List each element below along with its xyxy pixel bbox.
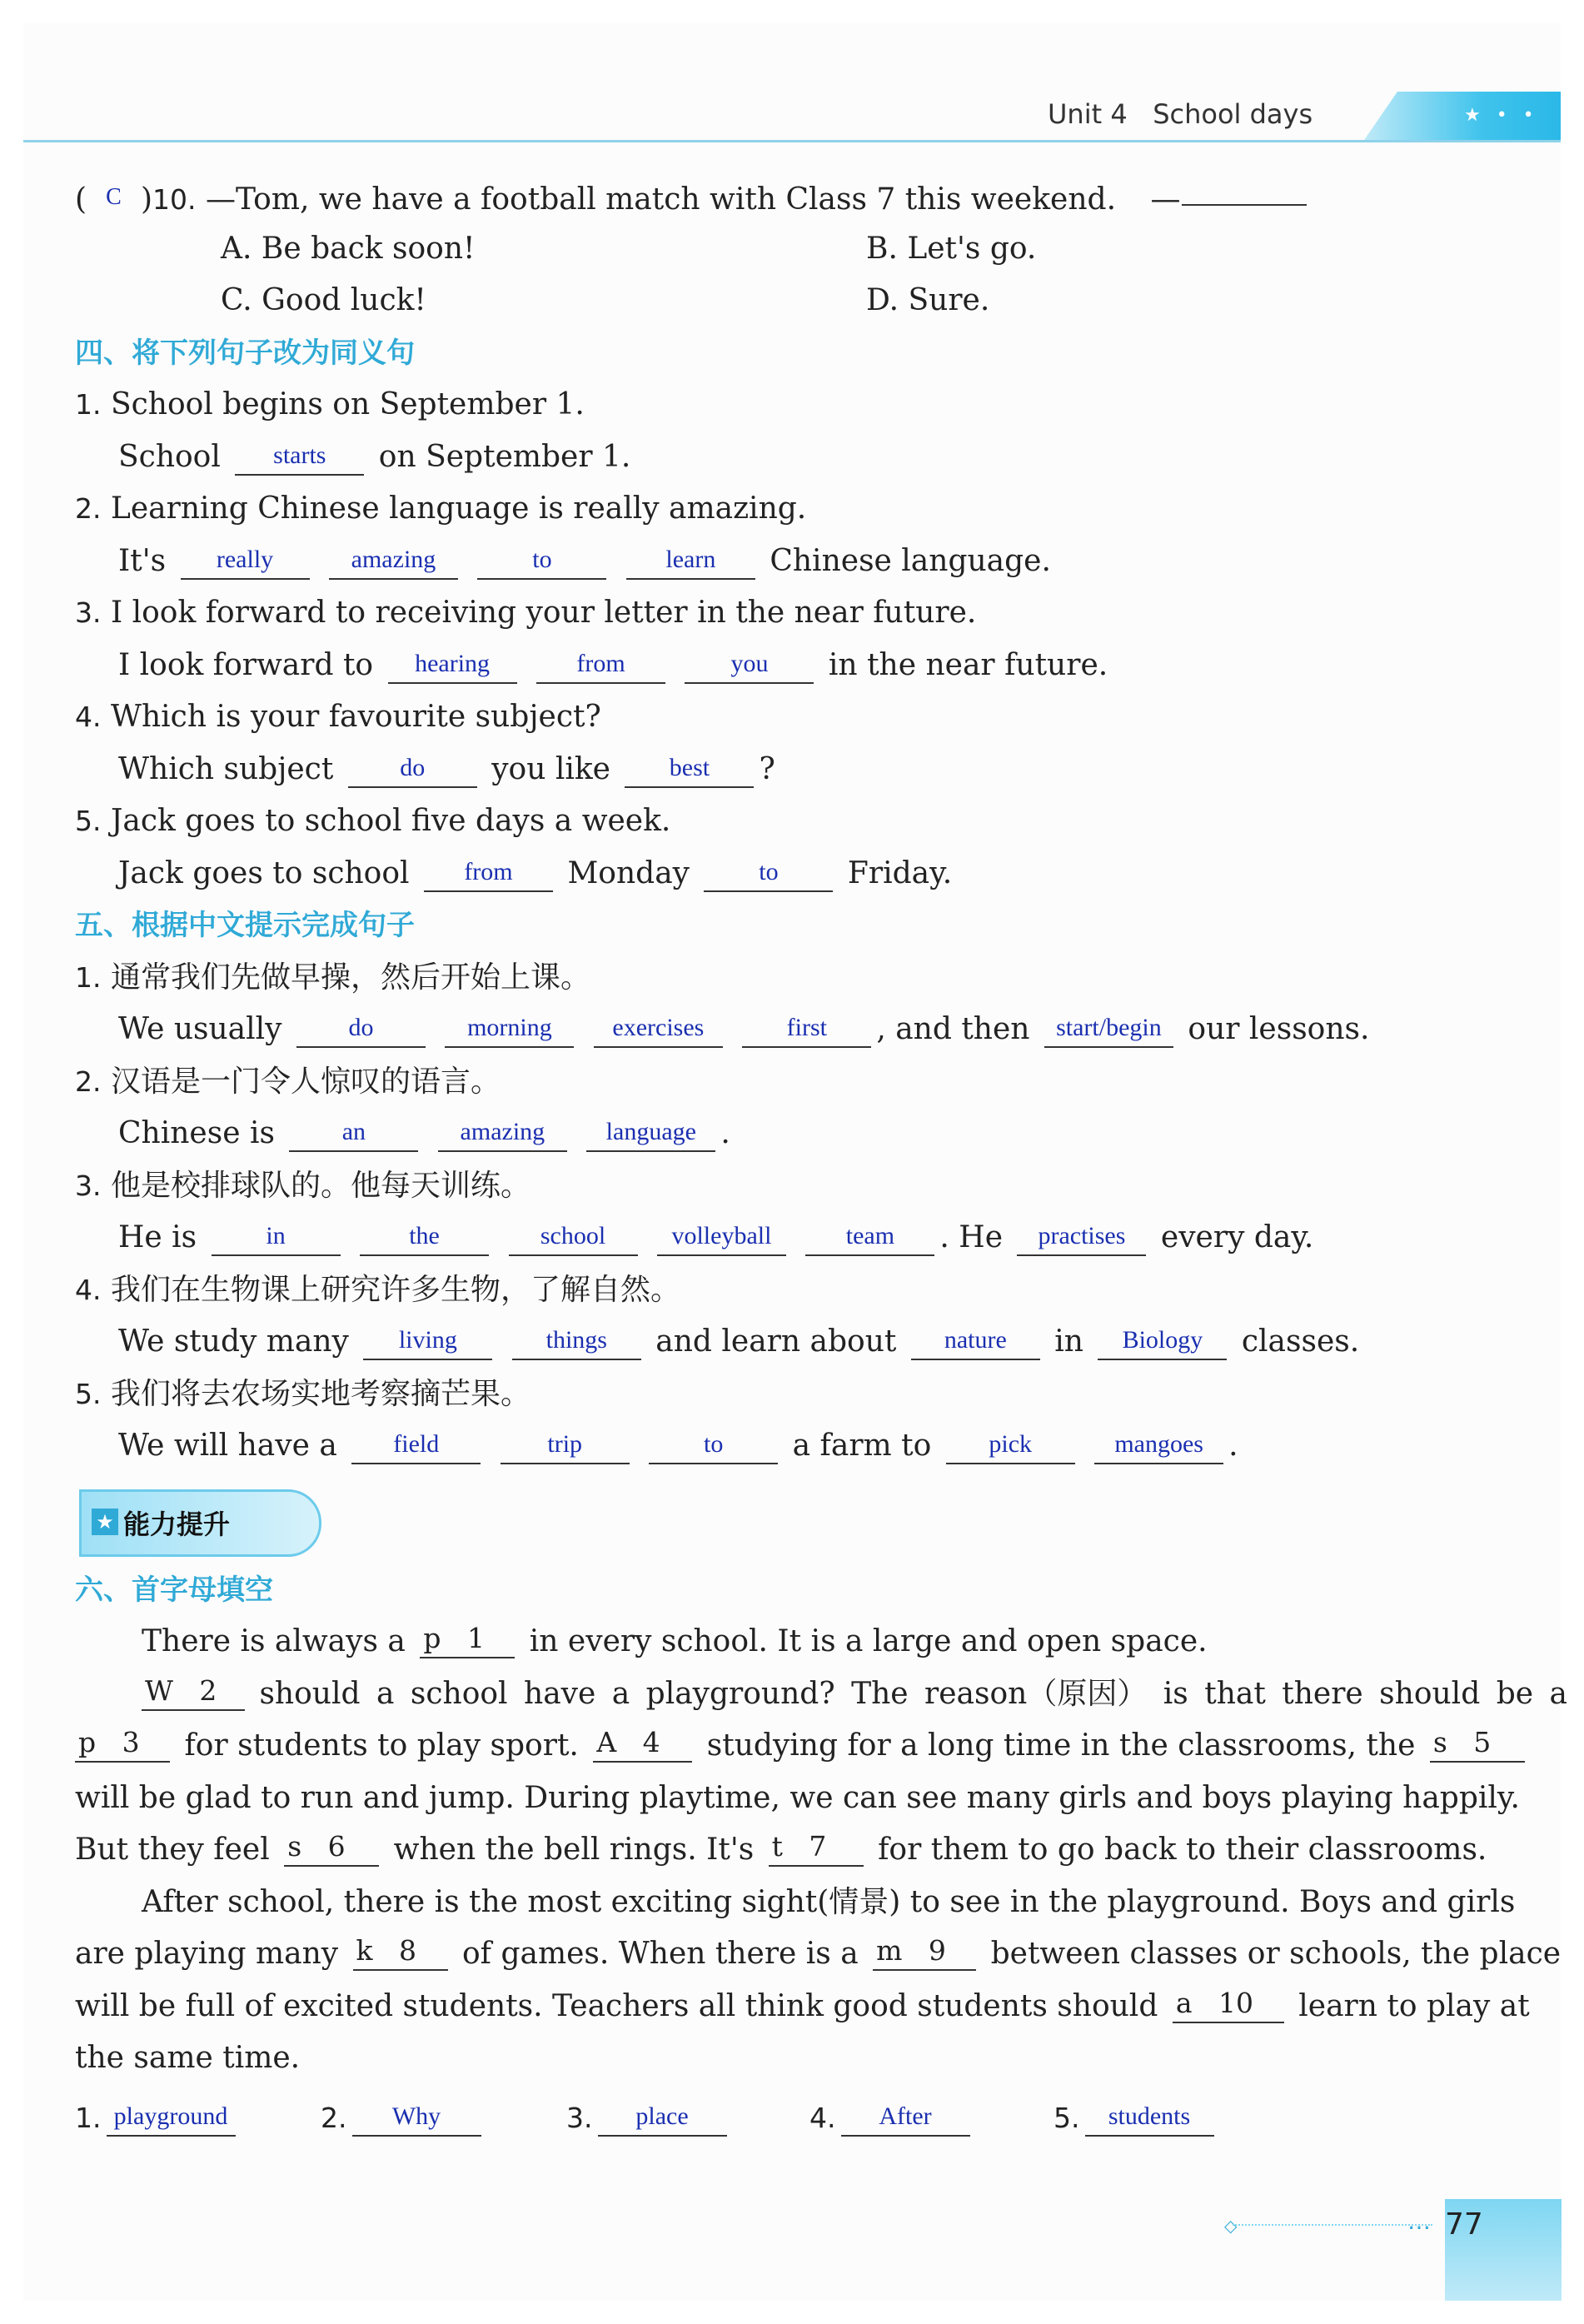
footer-dotted-line <box>1233 2224 1432 2227</box>
answer-blank[interactable]: language <box>586 1114 715 1152</box>
answer-blank[interactable]: start/begin <box>1044 1010 1173 1048</box>
s5-item-5-chinese: 5. 我们将去农场实地考察摘芒果。 <box>75 1376 530 1411</box>
badge-label: 能力提升 <box>123 1508 231 1540</box>
q10-blank[interactable] <box>1182 167 1307 206</box>
s5-item-4-english: We study many living things and learn about nature in Biology classes. <box>75 1316 1491 1369</box>
s5-item-3-chinese: 3. 他是校排球队的。他每天训练。 <box>75 1168 530 1203</box>
cloze-passage <box>75 1616 1567 2085</box>
answer-blank[interactable]: to <box>704 854 833 892</box>
cloze-blank[interactable]: k 8 <box>353 1933 448 1971</box>
passage-line: There is always a p 1 in every school. It is a large and open space. <box>142 1622 1208 1658</box>
passage-line: But they feel s 6 when the bell rings. It's t 7 for them to go back to their classrooms. <box>75 1830 1487 1867</box>
s5-item-4-chinese: 4. 我们在生物课上研究许多生物，了解自然。 <box>75 1272 680 1307</box>
ability-badge-row <box>75 1473 1491 1564</box>
answer-blank[interactable]: to <box>649 1426 778 1464</box>
s5-item-1-chinese: 1. 通常我们先做早操，然后开始上课。 <box>75 960 590 995</box>
passage-line: are playing many k 8 of games. When there is a m 9 between classes or schools, the place <box>75 1934 1562 1971</box>
cloze-answer-1: 1. playground <box>75 2085 241 2152</box>
question-10: ( C )10. —Tom, we have a football match with Class 7 this weekend. — <box>75 171 1491 223</box>
answer-blank[interactable]: you <box>685 646 814 684</box>
answer-blank[interactable]: do <box>348 750 477 788</box>
option-d: D. Sure. <box>866 283 990 317</box>
answer-blank[interactable]: morning <box>445 1010 574 1048</box>
answer-blank[interactable]: to <box>477 541 606 580</box>
section-5-title: 五、根据中文提示完成句子 <box>75 909 415 942</box>
answer-blank[interactable]: practises <box>1017 1218 1146 1256</box>
cloze-answer-2: 2. Why <box>321 2085 486 2152</box>
q10-answer: C <box>106 184 122 210</box>
page-number: 77 <box>1445 2207 1483 2242</box>
unit-title: Unit 4 School days <box>1048 98 1313 130</box>
answer-blank[interactable]: trip <box>501 1426 630 1464</box>
cloze-blank[interactable]: t 7 <box>769 1828 864 1867</box>
diamond-icon: ◇ <box>1224 2216 1238 2236</box>
cloze-answer-5: 5. students <box>1054 2085 1219 2152</box>
header-divider <box>23 140 1561 142</box>
s4-item-3-rewrite: I look forward to hearing from you in the near future. <box>75 640 1491 692</box>
answer-blank[interactable]: living <box>363 1322 492 1360</box>
answer-blank[interactable]: starts <box>235 437 364 476</box>
section-4-title: 四、将下列句子改为同义句 <box>75 336 415 370</box>
star-icon: ★ <box>92 1509 118 1535</box>
answer-blank[interactable]: mangoes <box>1094 1426 1223 1464</box>
cloze-blank[interactable]: A 4 <box>593 1724 692 1763</box>
page-header <box>23 92 1561 142</box>
passage-line: p 3 for students to play sport. A 4 studying for a long time in the classrooms, the s 5 <box>75 1720 1491 1773</box>
q10-question: —Tom, we have a football match with Class 7 this weekend. <box>205 182 1117 217</box>
s4-item-5-original: 5. Jack goes to school five days a week. <box>75 804 671 838</box>
option-c: C. Good luck! <box>221 283 426 317</box>
cloze-answer-3: 3. place <box>566 2085 732 2152</box>
answer-blank[interactable]: an <box>289 1114 418 1152</box>
answer-blank[interactable]: the <box>360 1218 489 1256</box>
answer-blank[interactable]: volleyball <box>657 1218 786 1256</box>
answer-blank[interactable]: from <box>424 854 553 892</box>
passage-line: W 2 should a school have a playground? The reason（原因） is that there should be a <box>75 1668 1491 1721</box>
s5-item-1-english: We usually do morning exercises first , and then start/begin our lessons. <box>75 1004 1491 1056</box>
ability-badge <box>79 1489 321 1557</box>
s4-item-5-rewrite: Jack goes to school from Monday to Friday. <box>75 848 1491 900</box>
cloze-answer-4: 4. After <box>809 2085 975 2152</box>
q10-options-row-2 <box>75 275 1491 327</box>
answer-blank[interactable]: hearing <box>388 646 517 684</box>
s4-item-2-rewrite: It's really amazing to learn Chinese language. <box>75 536 1491 588</box>
passage-line: the same time. <box>75 2041 301 2075</box>
section-6-title: 六、首字母填空 <box>75 1573 273 1607</box>
cloze-blank[interactable]: m 9 <box>873 1933 976 1971</box>
s4-item-3-original: 3. I look forward to receiving your letter in the near future. <box>75 596 977 630</box>
answer-blank[interactable]: from <box>536 646 665 684</box>
s5-item-2-english: Chinese is an amazing language . <box>75 1108 1491 1160</box>
cloze-blank[interactable]: a 10 <box>1173 1985 1284 2023</box>
option-b: B. Let's go. <box>866 231 1037 266</box>
cloze-blank[interactable]: W 2 <box>142 1673 245 1711</box>
cloze-answers <box>75 2085 1491 2152</box>
s4-item-4-original: 4. Which is your favourite subject? <box>75 700 601 734</box>
passage-line: will be glad to run and jump. During playtime, we can see many girls and boys playing happily. <box>75 1780 1520 1815</box>
passage-line: will be full of excited students. Teachers all think good students should a 10 learn to play at <box>75 1986 1530 2023</box>
answer-blank[interactable]: in <box>212 1218 341 1256</box>
answer-blank[interactable]: school <box>509 1218 638 1256</box>
footer-ellipsis: … <box>1407 2207 1431 2235</box>
answer-blank[interactable]: really <box>181 541 310 580</box>
star-dots-icon: ★ • • <box>1464 105 1539 126</box>
cloze-blank[interactable]: p 1 <box>420 1620 515 1658</box>
answer-blank[interactable]: team <box>805 1218 934 1256</box>
s5-item-2-chinese: 2. 汉语是一门令人惊叹的语言。 <box>75 1064 501 1099</box>
answer-blank[interactable]: things <box>512 1322 641 1360</box>
cloze-blank[interactable]: s 6 <box>284 1828 379 1867</box>
cloze-blank[interactable]: p 3 <box>75 1724 170 1763</box>
option-a: A. Be back soon! <box>221 231 476 266</box>
s5-item-3-english: He is in the school volleyball team . He practises every day. <box>75 1212 1491 1264</box>
answer-blank[interactable]: learn <box>626 541 755 580</box>
answer-blank[interactable]: amazing <box>329 541 458 580</box>
answer-blank[interactable]: Biology <box>1098 1322 1227 1360</box>
cloze-blank[interactable]: s 5 <box>1430 1724 1525 1763</box>
s5-item-5-english: We will have a field trip to a farm to pick mangoes . <box>75 1420 1491 1473</box>
s4-item-1-original: 1. School begins on September 1. <box>75 387 585 421</box>
s4-item-4-rewrite: Which subject do you like best ? <box>75 744 1491 796</box>
answer-blank[interactable]: amazing <box>438 1114 567 1152</box>
answer-blank[interactable]: nature <box>911 1322 1040 1360</box>
worksheet-content <box>75 171 1567 2152</box>
s4-item-1-rewrite: School starts on September 1. <box>75 431 1491 484</box>
s4-item-2-original: 2. Learning Chinese language is really amazing. <box>75 491 807 526</box>
answer-blank[interactable]: first <box>742 1010 871 1048</box>
passage-line: After school, there is the most exciting sight(情景) to see in the playground. Boys and girls <box>142 1884 1516 1919</box>
answer-blank[interactable]: exercises <box>594 1010 723 1048</box>
answer-blank[interactable]: best <box>625 750 754 788</box>
q10-options-row-1 <box>75 223 1491 276</box>
answer-blank[interactable]: pick <box>946 1426 1075 1464</box>
answer-blank[interactable]: do <box>296 1010 426 1048</box>
answer-blank[interactable]: field <box>351 1426 481 1464</box>
